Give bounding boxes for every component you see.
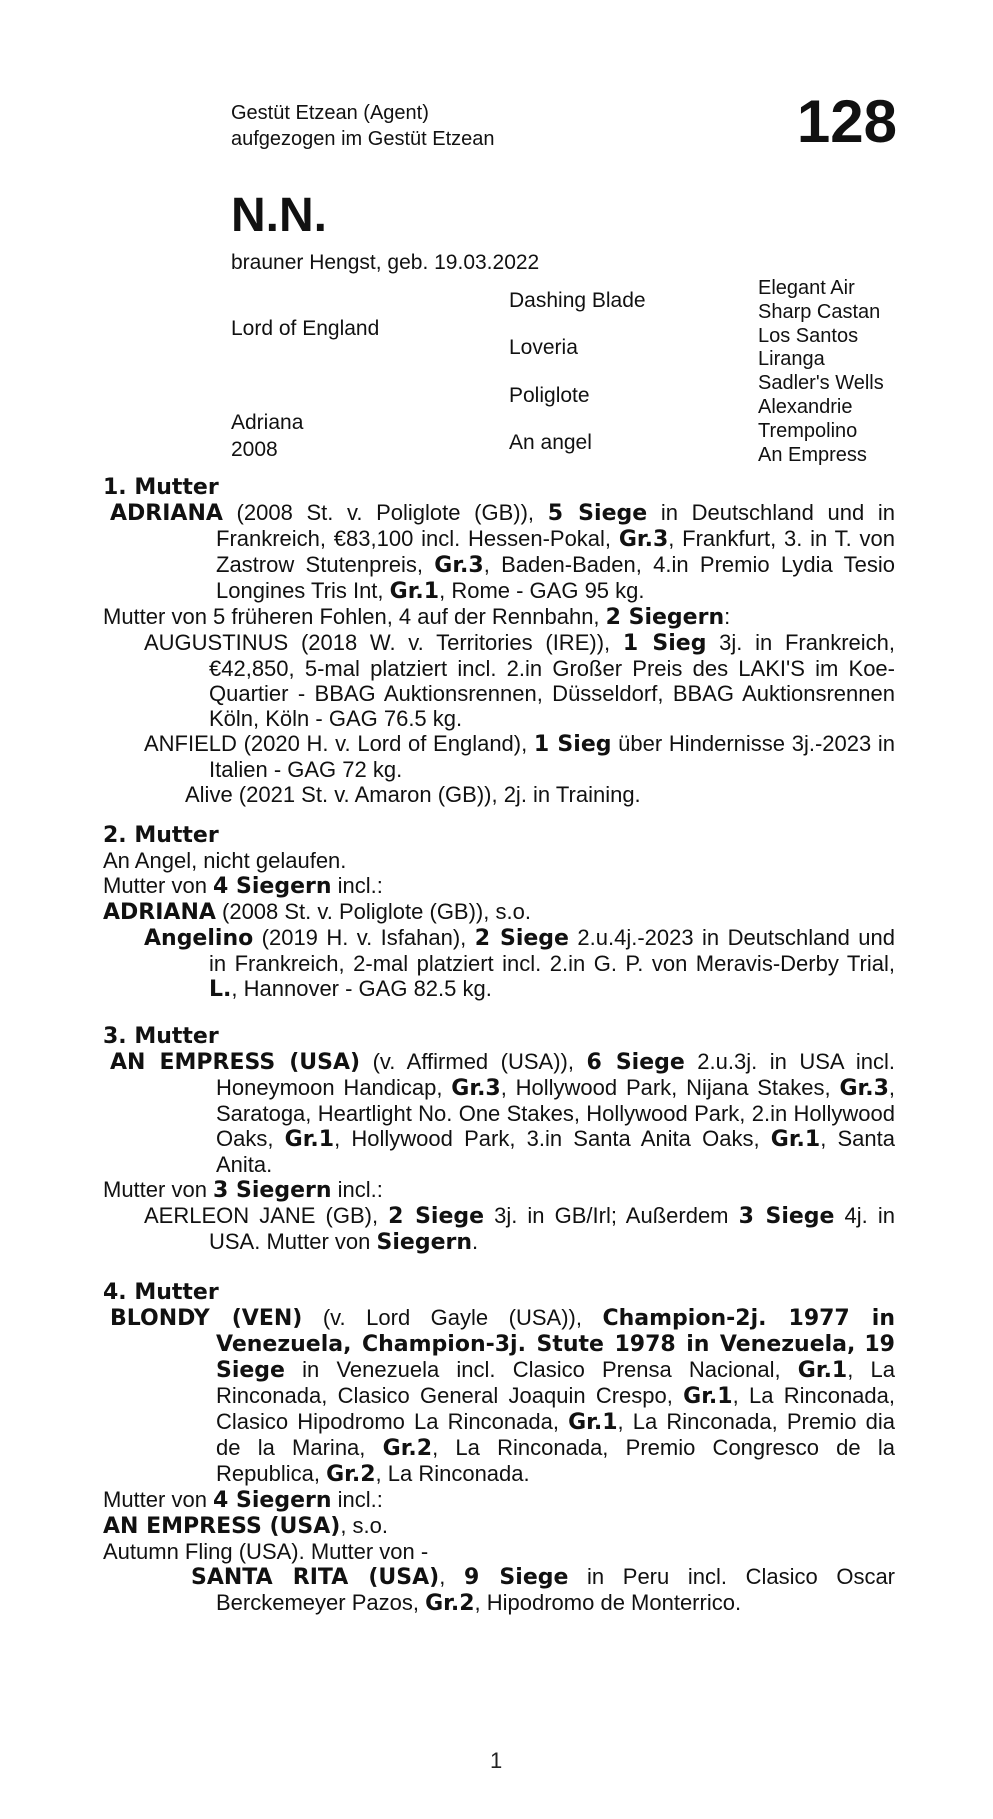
bred-by: aufgezogen im Gestüt Etzean [231, 128, 495, 150]
produce-summary: Mutter von 4 Siegern incl.: [103, 873, 383, 899]
produce-summary: Mutter von 4 Siegern incl.: [103, 1487, 383, 1513]
pedigree-gg: Liranga [758, 348, 825, 371]
pedigree-gg: Sadler's Wells [758, 372, 884, 395]
produce-entry: Autumn Fling (USA). Mutter von - [103, 1539, 429, 1564]
pedigree-gg: An Empress [758, 443, 867, 466]
section-heading: 2. Mutter [103, 823, 219, 848]
page-number: 1 [490, 1748, 503, 1773]
dam-record: ADRIANA (2008 St. v. Poliglote (GB)), 5 Siege in Deutschland und in Frankreich, €83,100 incl. Hessen-Pokal, Gr.3, Frankfurt, 3. in T. von Zastrow Stutenpreis, Gr.3, Baden-Baden, 4.in Premio Lydia Tesio Longines Tris Int, Gr.1, Rome - GAG 95 kg. [110, 500, 896, 604]
section-fourth-dam [103, 1280, 895, 1616]
section-third-dam [103, 1024, 895, 1255]
pedigree-sire-dam: Loveria [509, 336, 578, 359]
pedigree-gg: Sharp Castan [758, 300, 881, 323]
produce-entry: AERLEON JANE (GB), 2 Siege 3j. in GB/Irl; Außerdem 3 Siege 4j. in USA. Mutter von Siegern. [144, 1203, 895, 1255]
produce-entry: SANTA RITA (USA), 9 Siege in Peru incl. Clasico Oscar Berckemeyer Pazos, Gr.2, Hipodromo de Monterrico. [191, 1564, 895, 1616]
produce-entry: ANFIELD (2020 H. v. Lord of England), 1 Sieg über Hindernisse 3j.-2023 in Italien - GAG 72 kg. [144, 731, 896, 782]
produce-summary: Mutter von 5 früheren Fohlen, 4 auf der Rennbahn, 2 Siegern: [103, 604, 731, 630]
lot-number: 128 [796, 88, 897, 155]
section-heading: 4. Mutter [103, 1280, 219, 1305]
pedigree-sire-sire: Dashing Blade [509, 289, 646, 312]
seller-block [231, 100, 495, 152]
produce-summary: Mutter von 3 Siegern incl.: [103, 1177, 383, 1203]
pedigree-dam: Adriana [231, 411, 304, 434]
horse-name: N.N. [231, 189, 327, 242]
pedigree-dam-year: 2008 [231, 438, 278, 461]
pedigree-gg: Trempolino [758, 419, 858, 442]
dam-record: BLONDY (VEN) (v. Lord Gayle (USA)), Champion-2j. 1977 in Venezuela, Champion-3j. Stute 1978 in Venezuela, 19 Siege in Venezuela incl. Clasico Prensa Nacional, Gr.1, La Rinconada, Clasico General Joaquin Crespo, Gr.1, La Rinconada, Clasico Hipodromo La Rinconada, Gr.1, La Rinconada, Premio dia de la Marina, Gr.2, La Rinconada, Premio Congresco de la Republica, Gr.2, La Rinconada. [110, 1305, 895, 1487]
dam-record: An Angel, nicht gelaufen. [103, 848, 347, 873]
section-second-dam [103, 823, 895, 1002]
section-first-dam [103, 475, 895, 807]
horse-description: brauner Hengst, geb. 19.03.2022 [231, 251, 540, 274]
dam-record: AN EMPRESS (USA) (v. Affirmed (USA)), 6 Siege 2.u.3j. in USA incl. Honeymoon Handicap, Gr.3, Hollywood Park, Nijana Stakes, Gr.3, Saratoga, Heartlight No. One Stakes, Hollywood Park, 2.in Hollywood Oaks, Gr.1, Hollywood Park, 3.in Santa Anita Oaks, Gr.1, Santa Anita. [110, 1049, 896, 1177]
pedigree-sire: Lord of England [231, 317, 380, 340]
pedigree-dam-sire: Poliglote [509, 384, 590, 407]
section-heading: 3. Mutter [103, 1024, 219, 1049]
pedigree-dam-dam: An angel [509, 431, 592, 454]
pedigree-gg-list [758, 277, 884, 467]
pedigree-gg: Los Santos [758, 324, 859, 347]
produce-entry: ADRIANA (2008 St. v. Poliglote (GB)), s.o. [103, 899, 531, 925]
produce-entry: AN EMPRESS (USA), s.o. [103, 1513, 389, 1539]
produce-entry: AUGUSTINUS (2018 W. v. Territories (IRE)), 1 Sieg 3j. in Frankreich, €42,850, 5-mal platziert incl. 2.in Großer Preis des LAKI'S im Koe-Quartier - BBAG Auktionsrennen, Düsseldorf, BBAG Auktionsrennen Köln, Köln - GAG 76.5 kg. [144, 630, 895, 731]
section-heading: 1. Mutter [103, 475, 219, 500]
produce-entry: Alive (2021 St. v. Amaron (GB)), 2j. in Training. [185, 782, 641, 807]
pedigree-gg: Alexandrie [758, 395, 853, 418]
pedigree-gg: Elegant Air [758, 277, 855, 299]
produce-entry: Angelino (2019 H. v. Isfahan), 2 Siege 2.u.4j.-2023 in Deutschland und in Frankreich, 2-mal platziert incl. 2.in G. P. von Meravis-Derby Trial, L., Hannover - GAG 82.5 kg. [144, 925, 895, 1002]
seller-name: Gestüt Etzean (Agent) [231, 102, 429, 124]
